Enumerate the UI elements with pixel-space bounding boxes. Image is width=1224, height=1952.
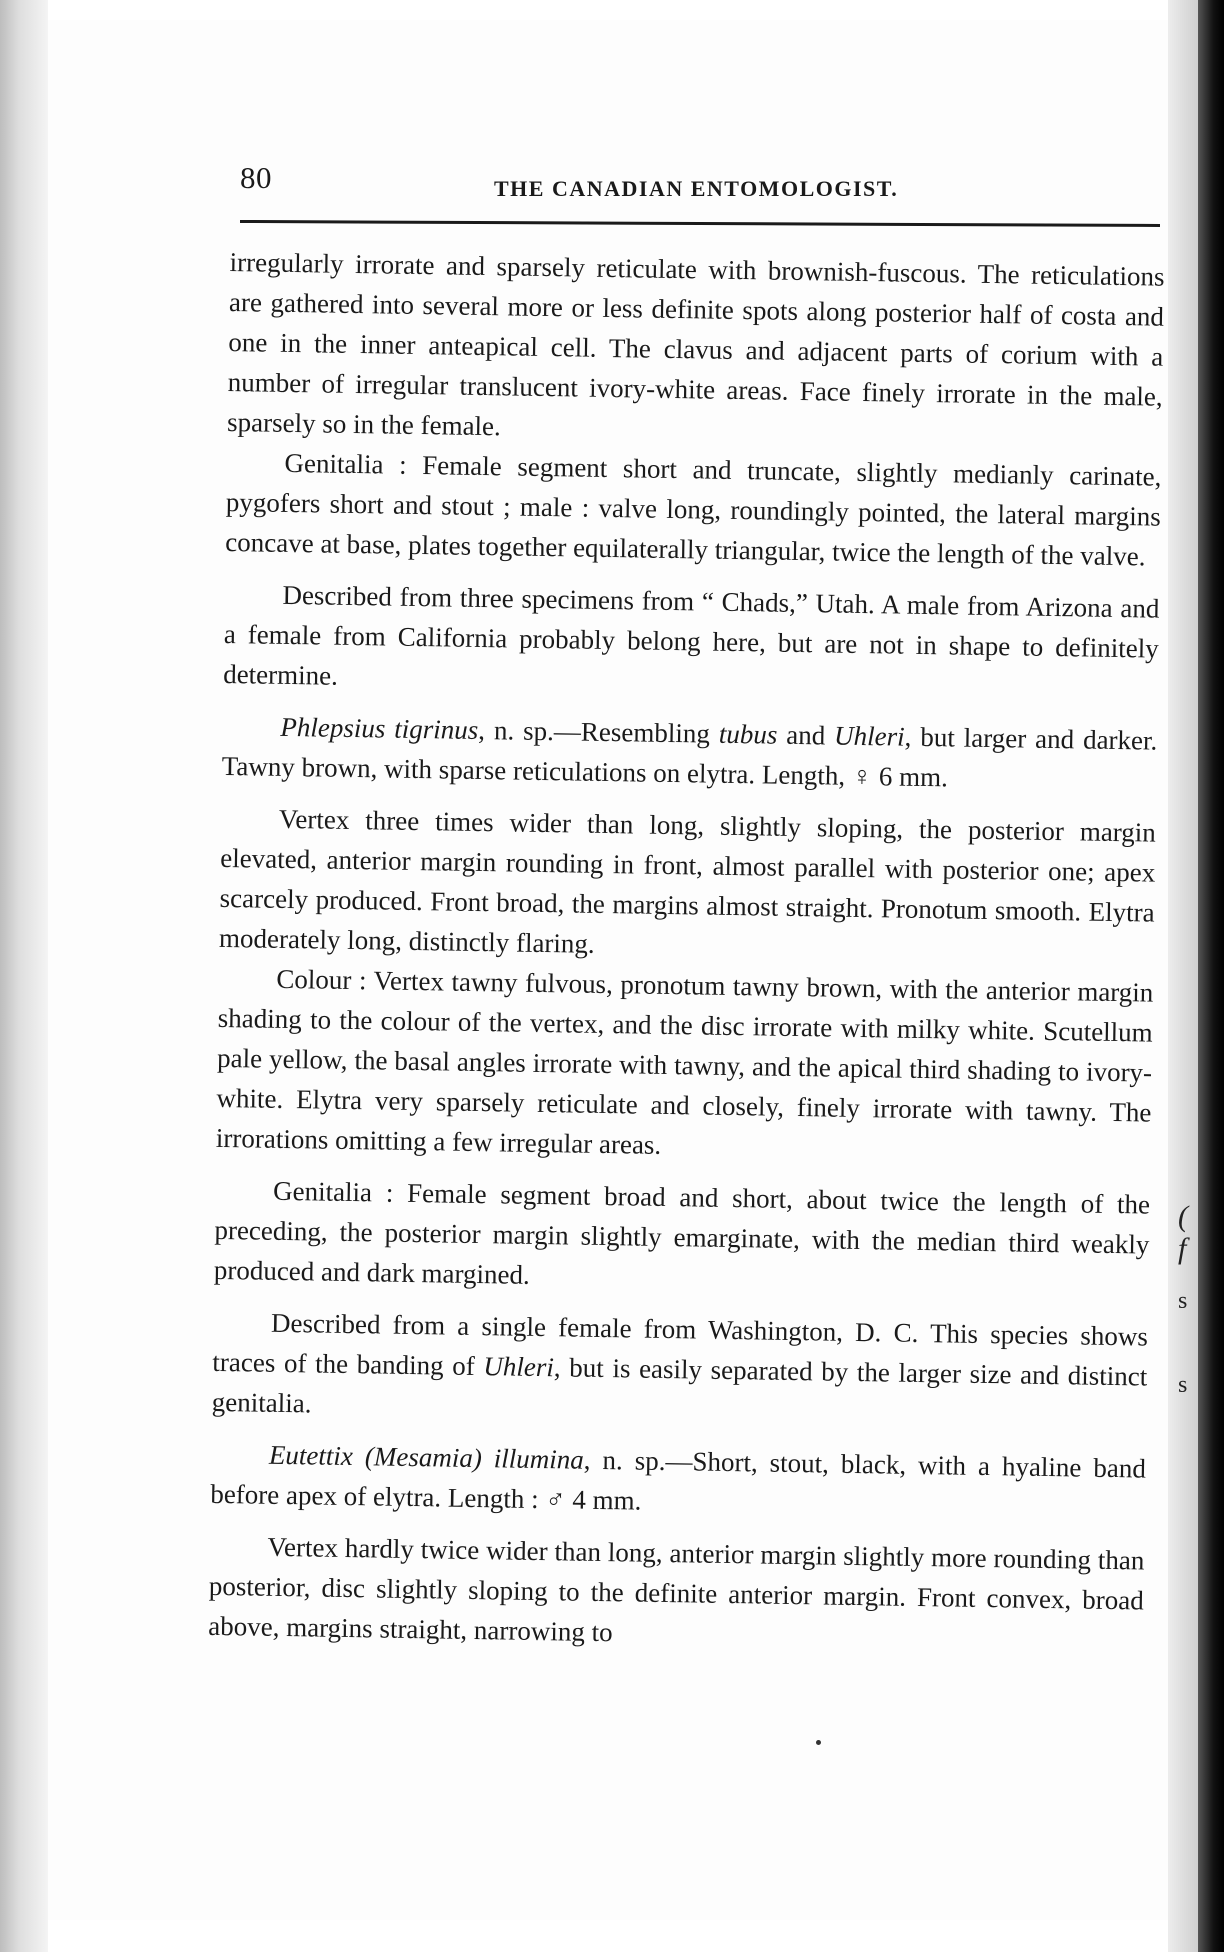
paragraph-text: , but larger and darker. Tawny brown, with sparse reticulations on elytra. Length, ♀ 6 mm.: [221, 721, 1158, 793]
paragraph: [227, 242, 1165, 457]
page-number: 80: [240, 160, 272, 195]
scan-left-margin: [0, 0, 48, 1952]
ink-speck: [816, 1740, 821, 1745]
species-name: Eutettix (Mesamia) illumina: [268, 1439, 585, 1475]
paragraph-text: irregularly irrorate and sparsely reticulate with brownish-fuscous. The reticulations are gathered into several more or less definite spots along posterior half of costa and one in the inner anteapical cell. The clavus and adjacent parts of corium with a number of irregular translucent ivory-white areas. Face finely irrorate in the male, sparsely so in the female.: [226, 246, 1165, 442]
paragraph-text: Described from a single female from Washington, D. C. This species shows traces of the banding of: [212, 1307, 1149, 1382]
paragraph-text: Vertex hardly twice wider than long, anterior margin slightly more rounding than posterior, disc slightly sloping to the definite anterior margin. Front convex, broad above, margins straight, narrowing to: [208, 1531, 1145, 1648]
paragraph: [219, 798, 1156, 973]
species-paragraph: [221, 706, 1157, 801]
paragraph-text: Described from three specimens from “ Chads,” Utah. A male from Arizona and a female from California probably belong here, but are not in shape to definitely determine.: [222, 579, 1160, 691]
paragraph: [211, 1302, 1148, 1437]
facing-page-fragment: s: [1178, 1288, 1188, 1314]
paragraph: [208, 1526, 1145, 1661]
species-reference: tubus: [718, 718, 778, 750]
running-head: THE CANADIAN ENTOMOLOGIST.: [494, 176, 899, 201]
paragraph-text: Genitalia : Female segment short and truncate, slightly medianly carinate, pygofers short and stout ; male : valve long, roundingly pointed, the lateral margins concave at base, plates together equilaterally triangular, twice the length of the valve.: [225, 447, 1162, 572]
paragraph-text: Vertex three times wider than long, slightly sloping, the posterior margin elevated, anterior margin rounding in front, almost parallel with posterior one; apex scarcely produced. Front broad, the margins almost straight. Pronotum smooth. Elytra moderately long, distinctly flaring.: [218, 803, 1157, 959]
species-reference: Uhleri: [833, 720, 905, 752]
article-body: [208, 242, 1165, 1661]
paragraph: [214, 1170, 1151, 1305]
paragraph-text: Colour : Vertex tawny fulvous, pronotum tawny brown, with the anterior margin shading to the colour of the vertex, and the disc irrorate with milky white. Scutellum pale yellow, the basal angles irrorate with tawny, and the apical third shading to ivory-white. Elytra very sparsely reticulate and closely, finely irrorate with tawny. The irrorations omitting a few irregular areas.: [215, 963, 1154, 1160]
facing-page-fragment: s: [1178, 1372, 1188, 1398]
facing-page-edge: [1168, 0, 1198, 1952]
paragraph: [216, 958, 1154, 1173]
paragraph-text: , but is easily separated by the larger size and distinct genitalia.: [211, 1352, 1148, 1419]
species-paragraph: [210, 1434, 1146, 1529]
scan-right-margin: [1198, 0, 1224, 1952]
paragraph-text: , n. sp.—Resembling: [478, 714, 720, 749]
facing-page-fragment: f: [1178, 1232, 1187, 1265]
paragraph-text: and: [777, 719, 835, 751]
paragraph: [225, 442, 1162, 577]
species-name: Phlepsius tigrinus: [280, 711, 479, 745]
paragraph-text: Genitalia : Female segment broad and short, about twice the length of the preceding, the posterior margin slightly emarginate, with the median third weakly produced and dark margined.: [213, 1175, 1151, 1290]
facing-page-fragment: (: [1178, 1200, 1188, 1233]
paragraph-text: , n. sp.—Short, stout, black, with a hyaline band before apex of elytra. Length : ♂ 4 mm.: [210, 1444, 1147, 1516]
paragraph: [223, 574, 1160, 709]
species-reference: Uhleri: [483, 1351, 555, 1383]
